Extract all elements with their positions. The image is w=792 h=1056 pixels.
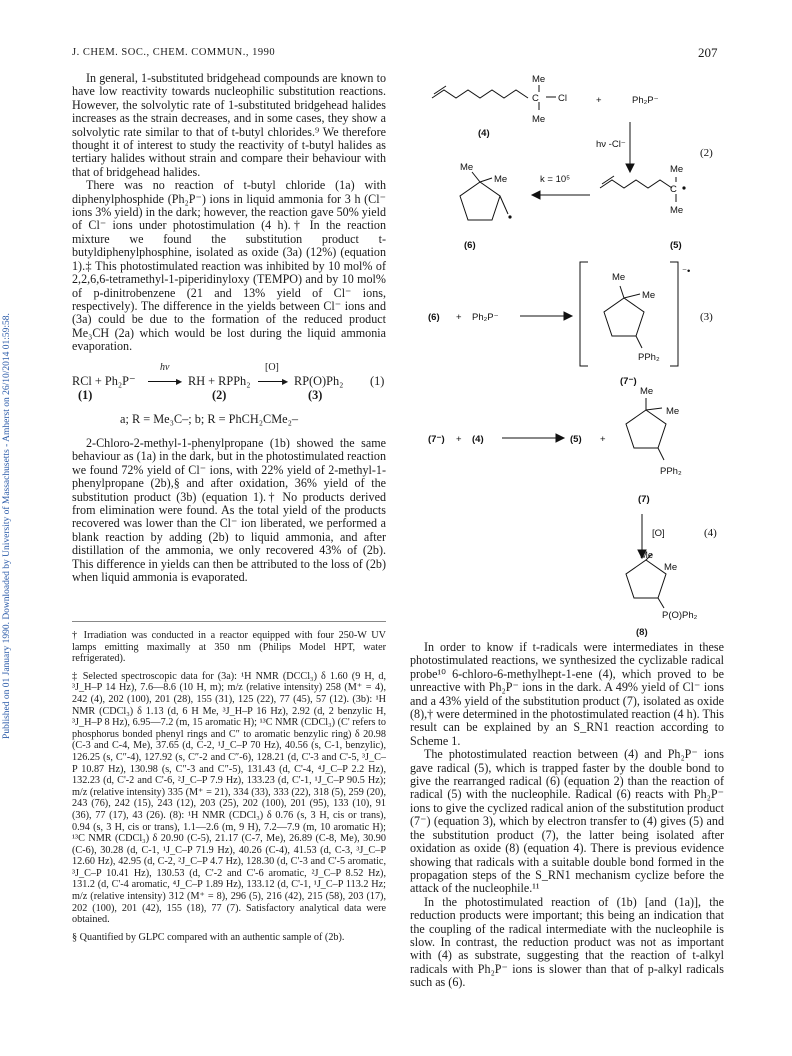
compound-label: (1): [78, 388, 93, 402]
eq-hv: hν: [160, 362, 170, 373]
compound-label: (6): [428, 312, 440, 323]
nucleophile: Ph₂P⁻: [472, 312, 499, 323]
paragraph: In general, 1-substituted bridgehead compounds are known to have low reactivity towards nucleophilic substitution reactions. However, the solvolytic rate of 1-substituted bridgehead halides increases as the strain decreases, and in some cases, they show a solvolytic rate similar to that of t-butyl chlorides.⁹ We therefore thought it of interest to study the reactivity of t-butyl halides as tertiary halides without strain and compare their behaviour with that of bridgehead halides.: [72, 71, 386, 179]
compound-label: (5): [670, 240, 682, 251]
methyl-label: Me: [612, 272, 626, 283]
radical-anion-sign: ⁻•: [682, 266, 691, 277]
methyl-label: Me: [532, 114, 546, 125]
equation-1: RCl + Ph₂P⁻ hν ▶ RH + RPPh₂ [O] ▶ RP(O)Ph₂ (1) (1) (2) (3) a; R = Me₃C–; b; R = PhCH₂CMe₂–: [72, 362, 385, 426]
eq-ox: [O]: [265, 362, 279, 373]
paragraph: In order to know if t-radicals were intermediates in these photostimulated reactions, we synthesized the cyclizable radical probe¹⁰ 6-chloro-6-methylhept-1-ene (4), which proved to be unreactive with Ph₂P⁻ ions in the dark. A 49% yield of Cl⁻ ions and a 43% yield of the substitution product (7), isolated as oxide (8),† were determined in the photostimulated reaction (4 h). This result can be explained by an S_RN1 reaction according to Scheme 1.: [410, 640, 724, 748]
footnote-rule: [72, 621, 386, 622]
plus-sign: +: [456, 312, 462, 323]
phosphine-oxide-group: P(O)Ph₂: [662, 610, 698, 621]
methyl-label: Me: [664, 562, 678, 573]
compound-label: (3): [308, 388, 323, 402]
phosphine-group: PPh₂: [638, 352, 660, 363]
eq-rhs: RP(O)Ph₂: [294, 374, 344, 388]
methyl-label: Me: [670, 164, 684, 175]
compound-label: (4): [478, 128, 490, 139]
compound-label: (4): [472, 434, 484, 445]
eq-number: (1): [370, 374, 385, 388]
svg-text:C: C: [670, 184, 677, 195]
phosphine-group: PPh₂: [660, 466, 682, 477]
running-header: J. CHEM. SOC., CHEM. COMMUN., 1990: [72, 47, 276, 58]
plus-sign: +: [600, 434, 606, 445]
paragraph: There was no reaction of t-butyl chloride (1a) with diphenylphosphide (Ph₂P⁻) ions in liquid ammonia for 3 h (Cl⁻ ions 3% yield) in the dark; however, the reaction gave 50% yield of Cl⁻ ions under photostimulation (4 h).† In the reaction mixture we found the substitution product t-butyldiphenylphosphine, isolated as oxide (3a) (12%) (equation 1).‡ This photostimulated reaction was inhibited by 10 mol% of 2,2,6,6-tetramethyl-1-piperidinyloxy (TEMPO) and by 10 mol% of p-dinitrobenzene (21 and 13% yield of Cl⁻ ions, respectively). The difference in the yields between Cl⁻ ions and (3a) could be due to the formation of the reduced product Me₃CH (2a) which would be lost during the liquid ammonia evaporation.: [72, 178, 386, 354]
eq-mid: RH + RPPh₂: [188, 374, 251, 388]
svg-text:C: C: [532, 93, 539, 104]
nucleophile: Ph₂P⁻: [632, 95, 659, 106]
compound-label: (8): [636, 627, 648, 638]
methyl-label: Me: [642, 290, 656, 301]
compound-label: (6): [464, 240, 476, 251]
compound-5-structure: [600, 164, 686, 251]
download-note: Published on 01 January 1990. Downloaded by University of Massachusetts - Amherst on 26/10/2014 01:59:58.: [2, 313, 12, 739]
paragraph: 2-Chloro-2-methyl-1-phenylpropane (1b) showed the same behaviour as (1a) in the dark, but in the photostimulated reaction we found 72% yield of Cl⁻ ions, with 22% yield of 2-methyl-1-phenylpropane (2b),§ and after oxidation, 36% yield of the substitution product (3b) (equation 1).† No products derived from elimination were found. As the total yield of the products recovered was lower than the Cl⁻ ion liberated, we performed a blank reaction by adding (2b) to liquid ammonia, and after distillation of the ammonia, we only recovered 43% of (2b). This difference in yields can then be attributed to the loss of (2b) when liquid ammonia is evaporated.: [72, 436, 386, 585]
chlorine-label: Cl: [558, 93, 567, 104]
plus-sign: +: [596, 95, 602, 106]
compound-7-radical-anion: [580, 262, 690, 387]
methyl-label: Me: [666, 406, 680, 417]
download-watermark: [0, 0, 14, 1056]
left-column: [72, 72, 386, 354]
compound-label: (7): [638, 494, 650, 505]
eq-lhs: RCl + Ph₂P⁻: [72, 374, 136, 388]
footnote: ‡ Selected spectroscopic data for (3a): ¹H NMR (DCCl₃) δ 1.60 (9 H, d, ³J_H–P 14 Hz), 7.6—8.6 (10 H, m); m/z (relative intensity) 258 (M⁺ = 4), 242 (4), 202 (100), 201 (28), 155 (31), 125 (22), 77 (45), 57 (12). (3b): ¹H NMR (CDCl₃) δ 1.13 (d, 6 H Me, ³J_H–P 16 Hz), 2.92 (d, 2 benzylic H, ³J_H–P 8 Hz), 6.95—7.2 (m, 15 aromatic H); ¹³C NMR (CDCl₃) (C' refers to phosphorus bonded phenyl rings and C″ to aromatic benzylic ring) δ 20.98 (C-3 and C-4, Me), 37.65 (d, C-2, ¹J_C–P 70 Hz), 40.56 (s, C-1, benzylic), 126.25 (s, C″-4), 127.92 (s, C″-2 and C″-6), 128.21 (d, C'-3 and C'-5, ³J_C–P 10.87 Hz), 130.98 (s, C″-3 and C″-5), 131.43 (d, C'-4, ⁴J_C–P 2.2 Hz), 132.23 (d, C'-2 and C'-6, ²J_C–P 7.9 Hz), 133.23 (d, C'-1, ¹J_C–P 90.5 Hz); m/z (relative intensity) 335 (M⁺ = 21), 334 (33), 333 (22), 318 (5), 259 (20), 243 (76), 242 (15), 243 (12), 203 (25), 202 (100), 201 (95), 133 (10), 91 (36), 77 (17), 43 (26). (8): ¹H NMR (CDCl₃) δ 0.76 (s, 3 H, cis or trans), 0.94 (s, 3 H, cis or trans), 1.1—2.6 (m, 9 H), 7.2—7.9 (m, 10 aromatic H); ¹³C NMR (CDCl₃) δ 20.90 (C-5), 21.17 (C-7, Me), 26.89 (C-8, Me), 30.90 (C-6), 30.28 (d, C-1, ¹J_C–P 71.9 Hz), 40.26 (C-4), 41.53 (d, C-3, ³J_C–P 12.60 Hz), 42.95 (d, C-2, ²J_C–P 4.7 Hz), 128.30 (d, C'-3 and C'-5 aromatic, ³J_C–P 10.41 Hz), 130.53 (d, C'-2 and C'-6 aromatic, ²J_C–P 8.52 Hz), 131.2 (d, C'-4 aromatic, ⁴J_C–P 1.89 Hz), 133.12 (d, C'-1, ¹J_C–P 113.2 Hz; m/z (relative intensity) 312 (M⁺ = 8), 296 (5), 216 (42), 215 (58), 203 (17), 202 (100), 201 (42), 155 (18), 77 (7). Satisfactory analytical data were obtained.: [72, 670, 386, 926]
compound-label: (2): [212, 388, 227, 402]
arrow-condition: hν -Cl⁻: [596, 139, 626, 150]
compound-label: (5): [570, 434, 582, 445]
paragraph: The photostimulated reaction between (4) and Ph₂P⁻ ions gave radical (5), which is trapped faster by the double bond to give the rearranged radical (6) (equation 2) than the reaction of radical (5) with the nucleophile. Radical (6) reacts with Ph₂P⁻ ions to give the cyclized radical anion of the substitution product (7⁻) (equation 3), which by electron transfer to (4) gives (5) and the substitution product (7), the latter being isolated after oxidation as oxide (8) (equation 4). There is previous evidence showing that radicals with a suitable double bond formed in the propagation steps of the S_RN1 mechanism cyclize before the attack of the nucleophile.¹¹: [410, 747, 724, 896]
bond: [432, 90, 528, 98]
methyl-label: Me: [460, 162, 474, 173]
eq-definitions: a; R = Me₃C–; b; R = PhCH₂CMe₂–: [120, 412, 299, 426]
compound-7-structure: [626, 386, 682, 505]
page-number: 207: [698, 45, 718, 60]
plus-sign: +: [456, 434, 462, 445]
methyl-label: Me: [532, 74, 546, 85]
equation-number: (2): [700, 147, 713, 159]
equation-number: (3): [700, 311, 713, 323]
equation-number: (4): [704, 527, 717, 539]
compound-label: (7⁻): [620, 376, 637, 387]
methyl-label: Me: [640, 386, 654, 397]
footnotes: [72, 630, 386, 949]
footnote: † Irradiation was conducted in a reactor equipped with four 250-W UV lamps emitting maximally at 350 nm (Philips Model HPT, water refrigerated).: [72, 630, 386, 665]
arrow-condition: [O]: [652, 528, 665, 539]
methyl-label: Me: [670, 205, 684, 216]
paragraph: In the photostimulated reaction of (1b) [and (1a)], the reduction products were important; this being an indication that the coupling of the radical intermediate with the nucleophile is slow. In contrast, the reduction product was not as important with (4) as substrate, suggesting that the reaction of t-alkyl radicals with Ph₂P⁻ ions is slower than that of p-alkyl radicals such as (6).: [410, 894, 724, 990]
methyl-label: Me: [494, 174, 508, 185]
methyl-label: Me: [640, 550, 654, 561]
right-column: [410, 641, 724, 990]
compound-8-structure: [626, 550, 698, 621]
left-column-cont: [72, 437, 386, 584]
compound-4-structure: [432, 74, 567, 139]
footnote: § Quantified by GLPC compared with an authentic sample of (2b).: [72, 931, 345, 943]
rate-constant: k = 10⁵: [540, 174, 571, 185]
compound-6-structure: [460, 162, 512, 251]
compound-label: (7⁻): [428, 434, 445, 445]
scheme-1: [408, 66, 738, 624]
